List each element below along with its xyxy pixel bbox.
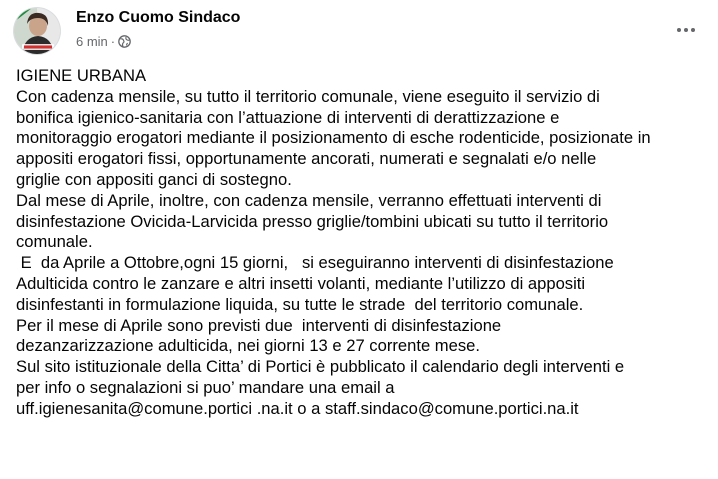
post-author-name[interactable]: Enzo Cuomo Sindaco xyxy=(76,9,241,26)
post-line: Adulticida contro le zanzare e altri insetti volanti, mediante l’utilizzo di appositi xyxy=(16,273,586,293)
post-line: IGIENE URBANA xyxy=(16,66,147,85)
more-options-button[interactable] xyxy=(670,14,702,46)
post-timestamp[interactable]: 6 min xyxy=(76,34,108,49)
post-meta xyxy=(76,34,131,49)
post-body xyxy=(16,66,712,420)
post-line: comunale. xyxy=(16,232,93,252)
post-line: bonifica igienico-sanitaria con l’attuazione di interventi di derattizzazione e xyxy=(16,107,560,127)
post-line: E da Aprile a Ottobre,ogni 15 giorni, si eseguiranno interventi di disinfestazione xyxy=(16,253,614,273)
post-line: Per il mese di Aprile sono previsti due interventi di disinfestazione xyxy=(16,315,502,335)
meta-separator: · xyxy=(110,34,116,49)
post-line: dezanzarizzazione adulticida, nei giorni 13 e 27 corrente mese. xyxy=(16,336,480,356)
post-line: appositi erogatori fissi, opportunamente ancorati, numerati e segnalati e/o nelle xyxy=(16,149,597,169)
post-line: monitoraggio erogatori mediante il posizionamento di esche rodenticide, posizionate in xyxy=(16,128,651,148)
post-line: disinfestazione Ovicida-Larvicida presso griglie/tombini ubicati su tutto il territorio xyxy=(16,211,609,231)
more-options-icon xyxy=(677,28,695,32)
post-header xyxy=(12,6,706,58)
globe-icon[interactable] xyxy=(118,35,131,48)
avatar[interactable] xyxy=(14,8,60,54)
post-line: per info o segnalazioni si puo’ mandare una email a xyxy=(16,377,395,397)
post-line: Dal mese di Aprile, inoltre, con cadenza mensile, verranno effettuati interventi di xyxy=(16,190,602,210)
post-line: disinfestanti in formulazione liquida, su tutte le strade del territorio comunale. xyxy=(16,294,584,314)
post-line: Con cadenza mensile, su tutto il territorio comunale, viene eseguito il servizio di xyxy=(16,86,600,106)
post-line: griglie con appositi ganci di sostegno. xyxy=(16,169,292,189)
post-line: Sul sito istituzionale della Citta’ di Portici è pubblicato il calendario degli interventi e xyxy=(16,357,625,377)
post-line: uff.igienesanita@comune.portici .na.it o a staff.sindaco@comune.portici.na.it xyxy=(16,398,579,418)
avatar-image xyxy=(14,8,60,54)
